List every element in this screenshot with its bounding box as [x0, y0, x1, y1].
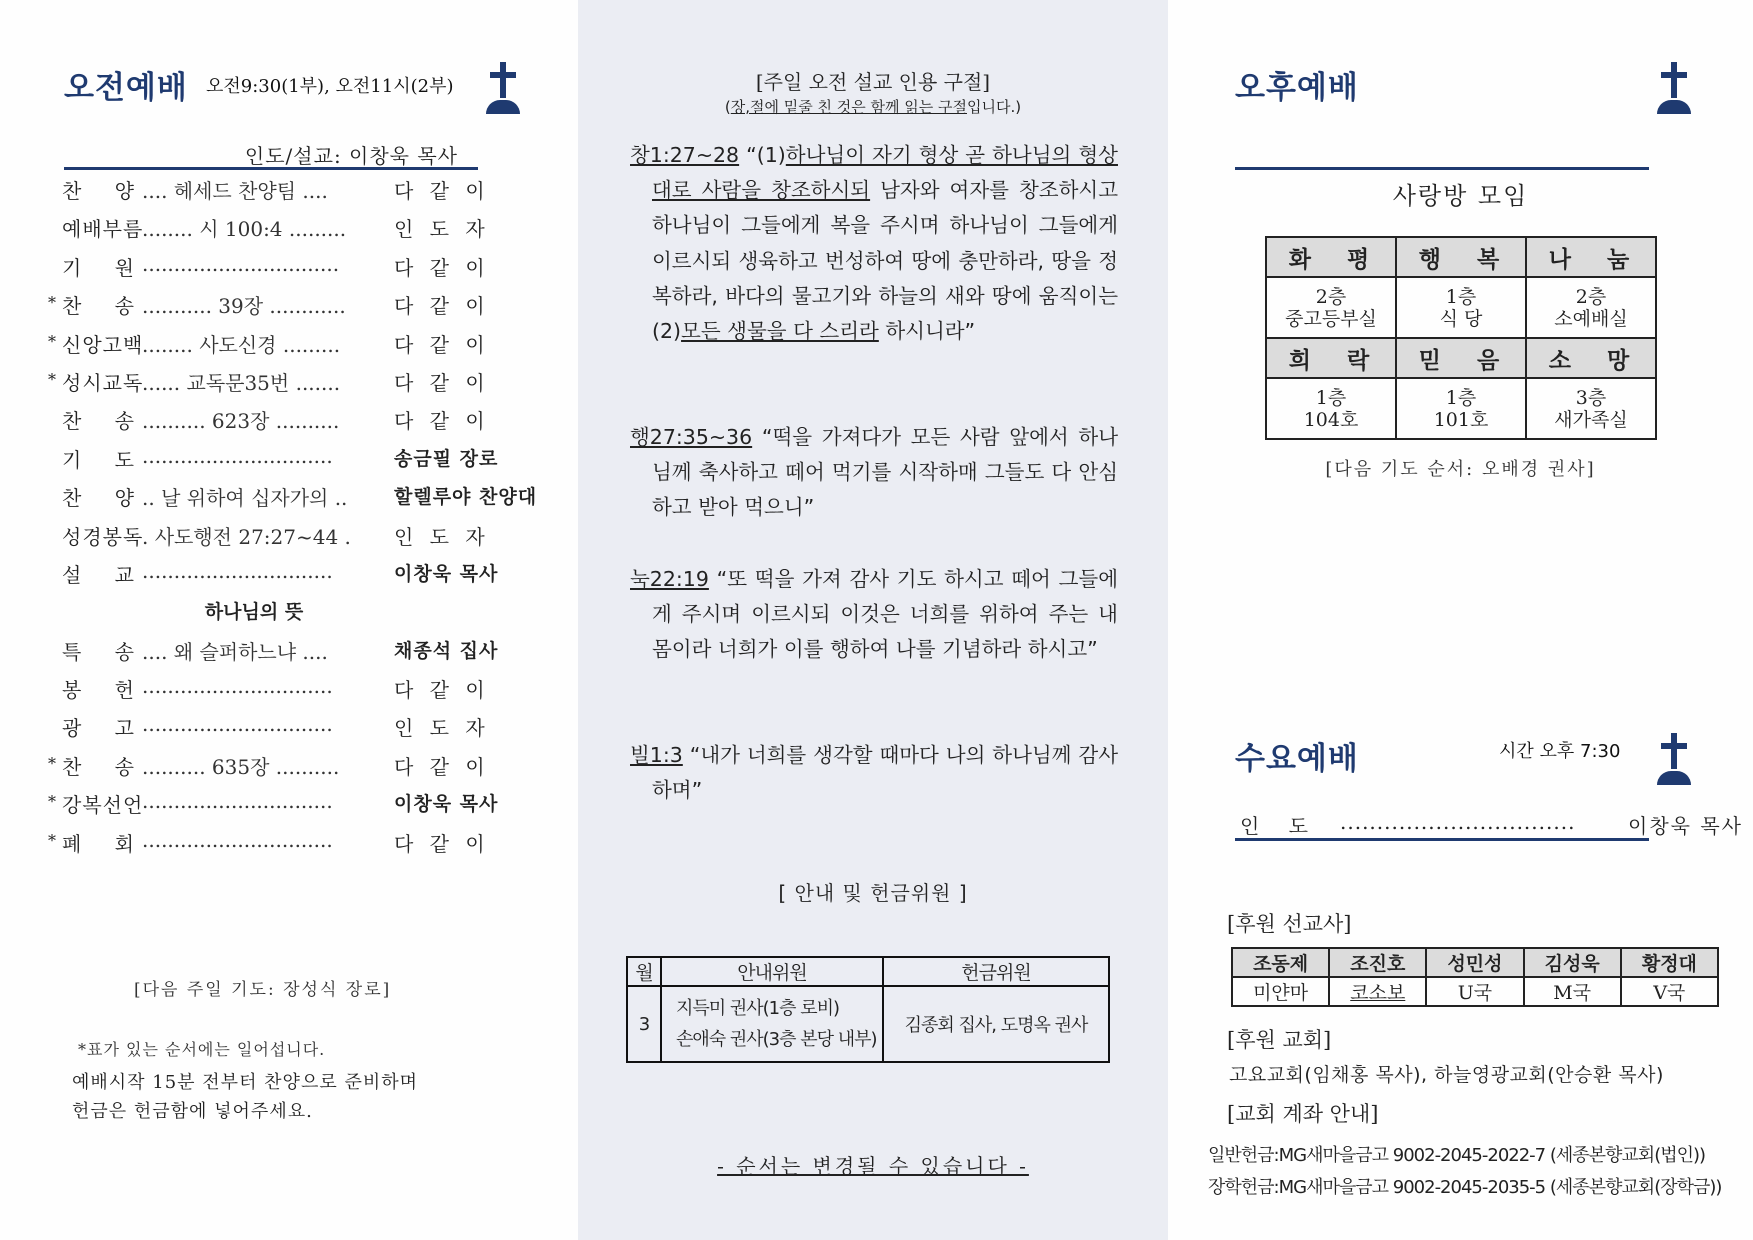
- order-item: [48, 329, 536, 367]
- item-performer: 송금필 장로: [394, 447, 499, 470]
- order-item: [48, 827, 536, 866]
- verse-text: “내가 너희를 생각할 때마다 나의 하나님께 감사하며”: [652, 743, 1118, 803]
- order-item: [56, 444, 536, 482]
- group-name: 나 눔: [1526, 237, 1656, 277]
- lead-name: 이창욱 목사: [1628, 814, 1743, 838]
- item-performer: 다 같 이: [394, 179, 490, 203]
- verse-block: [630, 562, 1118, 668]
- afternoon-wednesday-panel: [1168, 0, 1753, 1240]
- order-item: [56, 252, 536, 290]
- worship-order: [48, 175, 538, 866]
- verse-text: “(1): [739, 143, 786, 167]
- next-prayer-order: [다음 기도 순서: 오배경 권사]: [1325, 459, 1596, 480]
- afternoon-header: [1235, 62, 1655, 122]
- item-performer: 다 같 이: [394, 678, 490, 703]
- cross-icon: [1657, 62, 1691, 114]
- month-cell: 3: [627, 986, 661, 1062]
- verse-reference: 빌1:3: [630, 743, 683, 767]
- item-label: 찬 양: [62, 179, 134, 203]
- sermon-refs-title: [주일 오전 설교 인용 구절]: [755, 70, 991, 94]
- item-performer: 다 같 이: [394, 255, 490, 280]
- accounts-title: [교회 계좌 안내]: [1227, 1102, 1379, 1126]
- sarangbang-title: 사랑방 모임: [1392, 182, 1529, 210]
- item-label: 광 고: [62, 716, 134, 741]
- morning-worship-panel: [0, 0, 578, 1240]
- item-performer: 인 도 자: [394, 716, 490, 741]
- missionary-place: M국: [1524, 977, 1621, 1006]
- stand-note: *표가 있는 순서에는 일어섭니다.: [78, 1040, 326, 1059]
- guide-cell: 지득미 권사(1층 로비) 손애숙 권사(3층 본당 내부): [661, 986, 883, 1062]
- verse-text: 모든 생물을 다 스리라: [681, 319, 879, 344]
- stand-marker: *: [48, 792, 56, 812]
- missionary-place: U국: [1426, 977, 1523, 1006]
- item-performer: 인 도 자: [394, 217, 490, 242]
- wednesday-title: 수요예배: [1235, 741, 1359, 777]
- item-detail: . 사도행전 27:27~44 .: [142, 524, 351, 549]
- item-detail: ..............................: [142, 558, 333, 583]
- item-detail: ..............................: [142, 712, 333, 737]
- item-label: 예배부름: [62, 217, 144, 242]
- verse-text: 하시니라”: [878, 319, 976, 344]
- stand-marker: *: [48, 293, 56, 313]
- item-label: 찬 양: [62, 486, 134, 511]
- stand-marker: *: [48, 369, 56, 389]
- item-detail: ...............................: [142, 251, 340, 276]
- wednesday-time: 시간 오후 7:30: [1499, 741, 1621, 762]
- item-detail: .. 날 위하여 십자가의 ..: [142, 486, 348, 511]
- item-performer: 다 같 이: [394, 831, 490, 856]
- item-detail: ..............................: [142, 827, 333, 852]
- item-performer: 다 같 이: [394, 294, 490, 319]
- missionary-name: 김성욱: [1524, 948, 1621, 977]
- item-label: 강복선언: [62, 793, 144, 818]
- note-line: 헌금은 헌금함에 넣어주세요.: [72, 1101, 313, 1122]
- order-item: [48, 290, 536, 328]
- item-label: 기 원: [62, 255, 134, 280]
- group-location: 1층 식 당: [1396, 277, 1526, 338]
- item-label: 폐 회: [62, 831, 134, 856]
- sermon-refs-subtitle: (장,절에 밑줄 친 것은 함께 읽는 구절입니다.): [724, 98, 1022, 116]
- missionaries-table: [1231, 947, 1719, 1007]
- preparation-note: [72, 1068, 418, 1126]
- header-rule: [1235, 167, 1649, 170]
- note-line: 예배시작 15분 전부터 찬양으로 준비하며: [72, 1072, 418, 1093]
- missionary-place: V국: [1621, 977, 1718, 1006]
- verse-text: “또 떡을 가져 감사 기도 하시고 떼어 그들에게 주시며 이르시되 이것은 너희를 위하여 주는 내 몸이라 너희가 이를 행하여 나를 기념하라 하시고”: [652, 567, 1118, 662]
- group-name: 행 복: [1396, 237, 1526, 277]
- morning-header: [64, 62, 524, 122]
- item-detail: .......... 635장 ..........: [142, 754, 340, 779]
- verse-block: [630, 420, 1118, 526]
- morning-times: 오전9:30(1부), 오전11시(2부): [206, 76, 454, 97]
- header-month: 월: [627, 957, 661, 986]
- missionary-name: 황정대: [1621, 948, 1718, 977]
- item-performer: 다 같 이: [394, 370, 490, 395]
- general-offering-account: 일반헌금:MG새마을금고 9002-2045-2022-7 (세종본향교회(법인)): [1208, 1145, 1706, 1166]
- item-label: 성경봉독: [62, 524, 144, 549]
- verse-block: [630, 738, 1118, 808]
- order-item: [56, 521, 536, 559]
- header-offering: 헌금위원: [883, 957, 1109, 986]
- group-location: 1층 101호: [1396, 378, 1526, 439]
- item-detail: ........... 39장 ............: [142, 294, 346, 319]
- leader-preacher: 인도/설교: 이창욱 목사: [244, 144, 458, 168]
- verse-reference: 눅22:19: [630, 567, 709, 591]
- item-performer: 다 같 이: [394, 754, 490, 779]
- scholarship-account: 장학헌금:MG새마을금고 9002-2045-2035-5 (세종본향교회(장학금)): [1208, 1177, 1722, 1198]
- order-item: [48, 367, 536, 405]
- group-name: 희 락: [1266, 338, 1396, 378]
- missionary-name: 조진호: [1329, 948, 1426, 977]
- cross-icon: [1657, 733, 1691, 785]
- order-item: [56, 405, 536, 443]
- change-notice: - 순서는 변경될 수 있습니다 -: [717, 1154, 1029, 1178]
- offering-cell: 김종회 집사, 도명옥 권사: [883, 986, 1109, 1062]
- verse-reference: 창1:27~28: [630, 143, 740, 167]
- group-location: 2층 소예배실: [1526, 277, 1656, 338]
- sermon-references-panel: [578, 0, 1168, 1240]
- item-label: 찬 송: [62, 294, 134, 319]
- item-detail: ........ 시 100:4 .........: [142, 217, 347, 242]
- item-detail: .... 왜 슬퍼하느냐 ....: [142, 639, 328, 664]
- section-will-of-god: 하나님의 뜻: [204, 601, 304, 624]
- stand-marker: *: [48, 331, 56, 351]
- verse-block: [630, 138, 1118, 349]
- item-performer: 다 같 이: [394, 332, 490, 357]
- stand-marker: *: [48, 830, 56, 850]
- item-performer: 다 같 이: [394, 409, 490, 434]
- item-label: 기 도: [62, 447, 134, 472]
- sarangbang-table: [1265, 236, 1657, 440]
- order-item: [56, 559, 536, 597]
- item-detail: .... 헤세드 찬양팀 ....: [142, 179, 328, 203]
- item-detail: .......... 623장 ..........: [142, 409, 340, 434]
- order-item: [56, 213, 536, 251]
- group-location: 1층 104호: [1266, 378, 1396, 439]
- item-detail: ..............................: [142, 789, 333, 814]
- order-item: [56, 712, 536, 750]
- stand-marker: *: [48, 753, 56, 773]
- order-item: [56, 674, 536, 712]
- verse-text: “떡을 가져다가 모든 사람 앞에서 하나님께 축사하고 떼어 먹기를 시작하매 그들도 다 안심하고 받아 먹으니”: [652, 425, 1118, 520]
- item-label: 특 송: [62, 639, 134, 664]
- item-label: 성시교독: [62, 370, 144, 395]
- item-performer: 할렐루야 찬양대: [394, 486, 538, 509]
- order-item: [56, 175, 536, 213]
- verse-text: 하나님이 자기 형상 곧 하나님의 형상대로 사람을 창조하시되: [652, 143, 1118, 203]
- item-label: 찬 송: [62, 409, 134, 434]
- item-label: 찬 송: [62, 754, 134, 779]
- afternoon-title: 오후예배: [1235, 70, 1359, 106]
- missionary-name: 성민성: [1426, 948, 1523, 977]
- item-detail: ........ 사도신경 .........: [142, 332, 341, 357]
- order-item: [56, 482, 536, 520]
- wednesday-header: [1235, 733, 1655, 793]
- missionary-place: 미얀마: [1232, 977, 1329, 1006]
- item-label: 설 교: [62, 562, 134, 587]
- missionary-name: 조동제: [1232, 948, 1329, 977]
- missionaries-title: [후원 선교사]: [1227, 912, 1352, 936]
- group-name: 소 망: [1526, 338, 1656, 378]
- item-performer: 이창욱 목사: [394, 562, 499, 585]
- group-location: 2층 중고등부실: [1266, 277, 1396, 338]
- item-label: 신앙고백: [62, 332, 144, 357]
- verse-reference: 행27:35~36: [630, 425, 753, 449]
- lead-label: 인 도: [1240, 814, 1308, 838]
- order-item: [48, 751, 536, 789]
- item-performer: 이창욱 목사: [394, 793, 499, 816]
- support-churches-title: [후원 교회]: [1227, 1028, 1332, 1052]
- item-detail: ..............................: [142, 443, 333, 468]
- group-name: 믿 음: [1396, 338, 1526, 378]
- morning-title: 오전예배: [64, 70, 188, 106]
- verse-text: 남자와 여자를 창조하시고 하나님이 그들에게 복을 주시며 하나님이 그들에게 이르시되 생육하고 번성하여 땅에 충만하라, 땅을 정복하라, 바다의 물고기와 하늘의 새와 땅에 움직이는 (2): [652, 178, 1119, 344]
- leader-dots: ................................: [1340, 810, 1576, 834]
- usher-title: [ 안내 및 헌금위원 ]: [778, 881, 968, 905]
- cross-icon: [486, 62, 520, 114]
- order-item: [56, 636, 536, 674]
- usher-table: [626, 956, 1110, 1063]
- next-week-prayer: [다음 주일 기도: 장성식 장로]: [134, 980, 392, 1000]
- order-item: [48, 789, 536, 827]
- group-name: 화 평: [1266, 237, 1396, 277]
- item-detail: ...... 교독문35번 .......: [142, 370, 341, 395]
- support-churches-list: 고요교회(임채홍 목사), 하늘영광교회(안승환 목사): [1229, 1064, 1664, 1086]
- item-detail: ..............................: [142, 674, 333, 699]
- header-guide: 안내위원: [661, 957, 883, 986]
- item-label: 봉 헌: [62, 678, 134, 703]
- missionary-place: 코소보: [1329, 977, 1426, 1006]
- item-performer: 채종석 집사: [394, 639, 499, 662]
- group-location: 3층 새가족실: [1526, 378, 1656, 439]
- item-performer: 인 도 자: [394, 524, 490, 549]
